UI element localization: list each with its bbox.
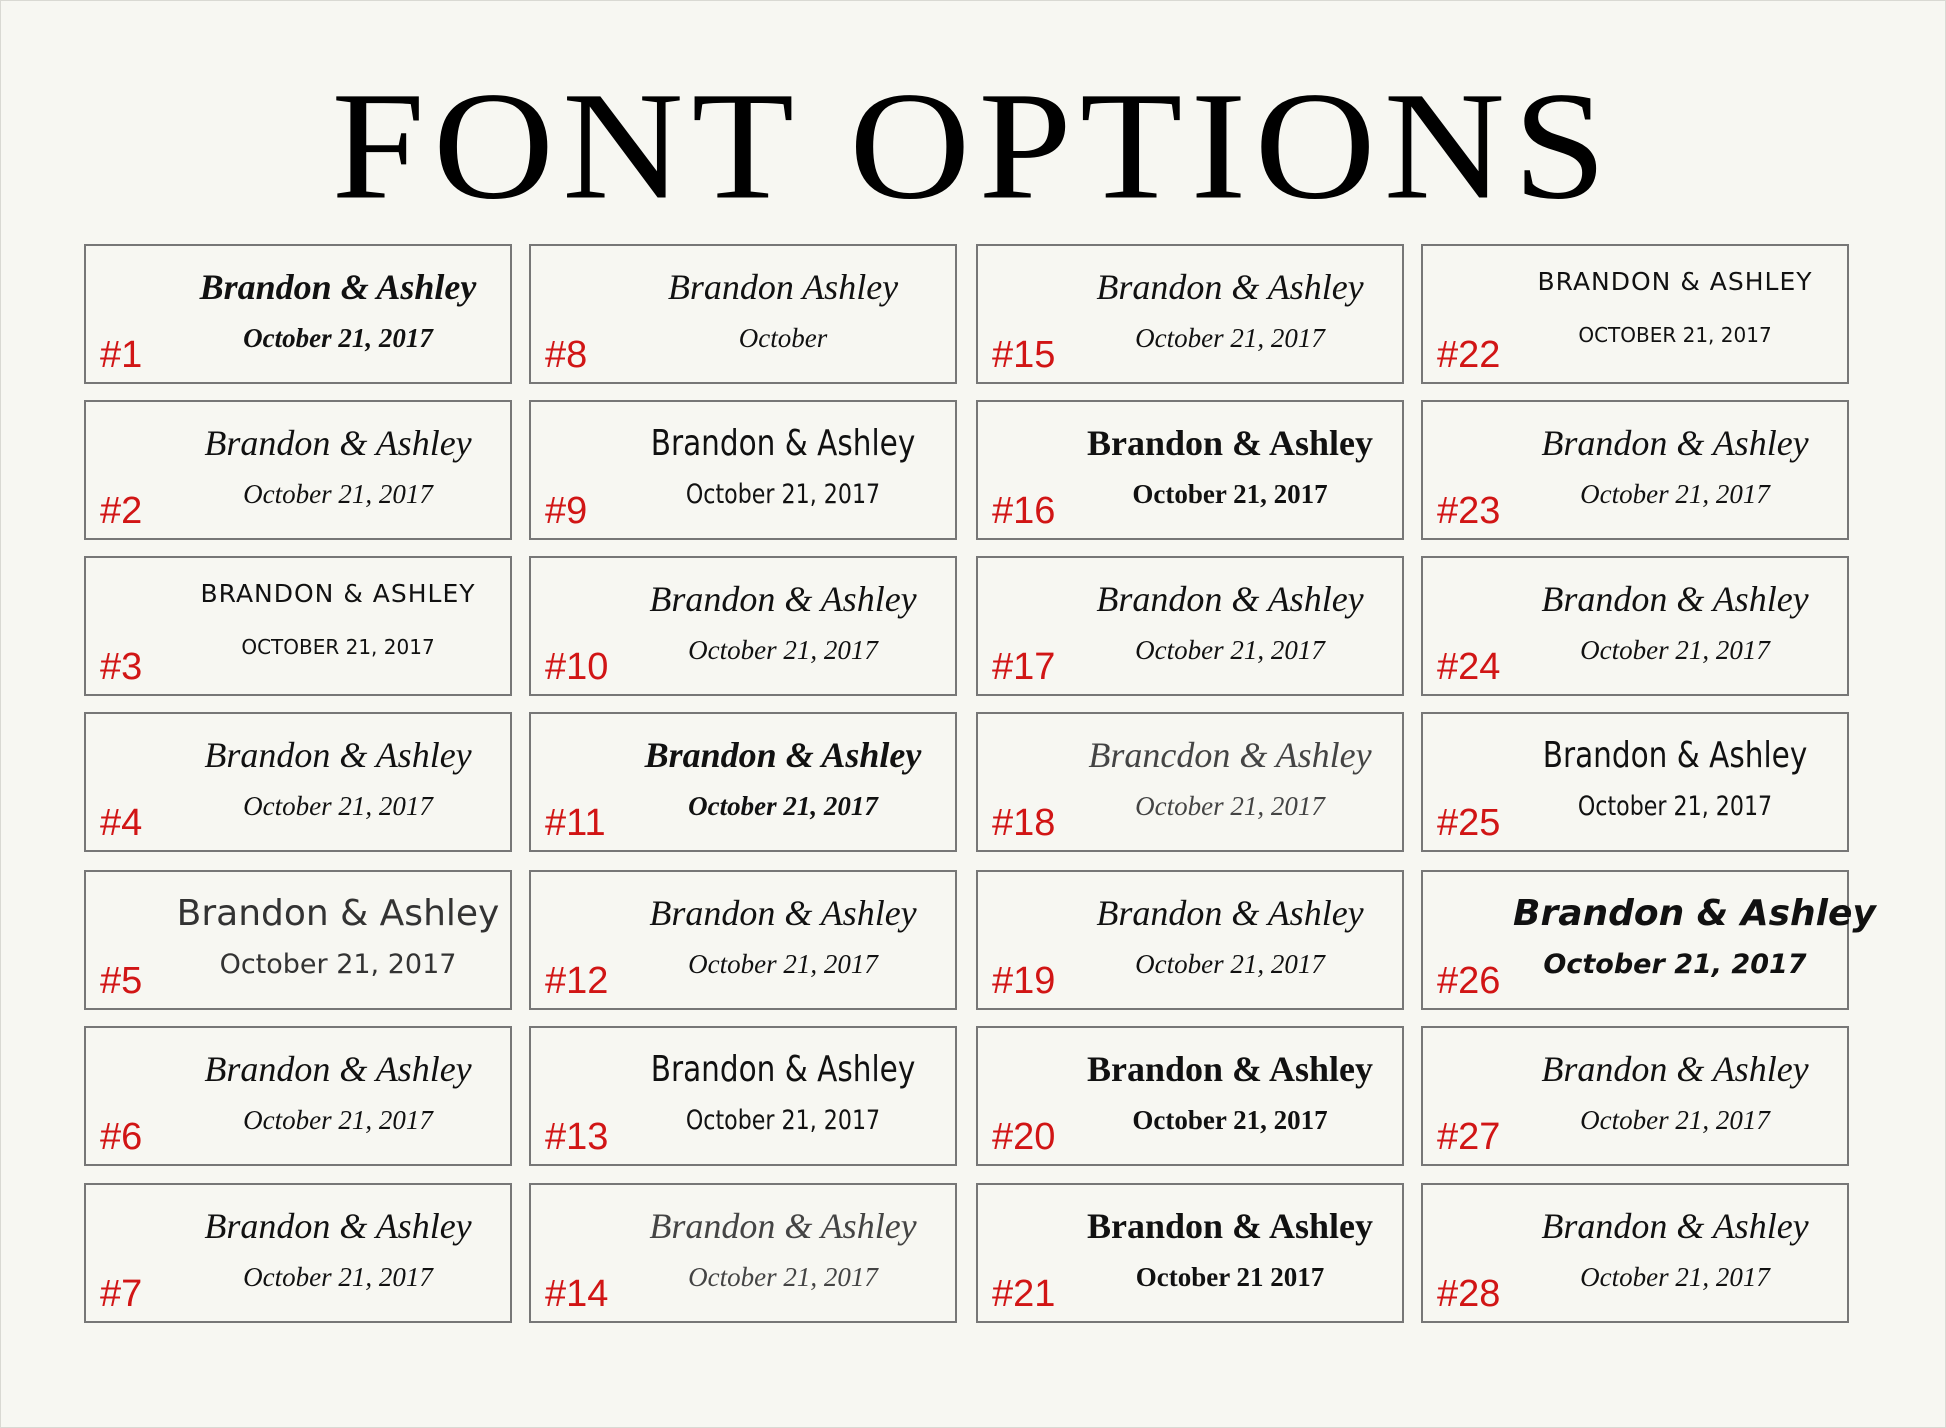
option-number: #14 [545, 1273, 609, 1315]
option-number: #20 [992, 1116, 1056, 1158]
font-option-card [529, 244, 957, 384]
event-date: October 21, 2017 [1135, 949, 1325, 979]
option-number: #16 [992, 490, 1056, 532]
option-number: #8 [545, 334, 588, 376]
font-option-card [84, 400, 512, 540]
event-date: October 21, 2017 [1577, 791, 1773, 822]
couple-names: Brandon & Ashley [650, 423, 916, 464]
event-date: October 21, 2017 [685, 1105, 881, 1136]
couple-names: Brandon & Ashley [1086, 1206, 1374, 1246]
option-number: #17 [992, 646, 1056, 688]
option-number: #15 [992, 334, 1056, 376]
couple-names: Brandon & Ashley [1096, 893, 1364, 933]
couple-names: Brandon & Ashley [204, 1049, 472, 1089]
event-date: October 21, 2017 [1580, 635, 1770, 665]
option-number: #23 [1437, 490, 1501, 532]
font-option-card [529, 1026, 957, 1166]
font-option-card [529, 1183, 957, 1323]
font-option-card [84, 1183, 512, 1323]
font-option-card [976, 556, 1404, 696]
font-option-card [529, 870, 957, 1010]
couple-names: Brandon & Ashley [1086, 1049, 1374, 1089]
font-option-card [1421, 400, 1849, 540]
event-date: OCTOBER 21, 2017 [241, 635, 435, 659]
event-date: October 21, 2017 [1135, 791, 1325, 821]
font-option-card [529, 556, 957, 696]
couple-names: Brandon & Ashley [1541, 1206, 1809, 1246]
event-date: October 21, 2017 [688, 949, 878, 979]
couple-names: Brandon & Ashley [1541, 1049, 1809, 1089]
option-number: #11 [545, 802, 606, 844]
option-number: #28 [1437, 1273, 1501, 1315]
couple-names: Brandon & Ashley [1096, 579, 1364, 619]
option-number: #2 [100, 490, 143, 532]
option-number: #6 [100, 1116, 143, 1158]
event-date: October 21 2017 [1135, 1262, 1325, 1292]
event-date: October 21, 2017 [688, 635, 878, 665]
event-date: October 21, 2017 [1132, 479, 1328, 509]
couple-names: BRANDON & ASHLEY [200, 579, 476, 608]
event-date: October 21, 2017 [1543, 949, 1807, 980]
font-option-card [1421, 244, 1849, 384]
option-number: #10 [545, 646, 609, 688]
couple-names: Brandon & Ashley [204, 735, 472, 775]
event-date: October 21, 2017 [688, 791, 878, 821]
event-date: October 21, 2017 [1132, 1105, 1328, 1135]
couple-names: Brandon & Ashley [1541, 423, 1809, 463]
couple-names: Brandon & Ashley [649, 1206, 917, 1246]
font-option-card [976, 400, 1404, 540]
option-number: #25 [1437, 802, 1501, 844]
option-number: #5 [100, 960, 143, 1002]
event-date: October 21, 2017 [243, 791, 433, 821]
couple-names: Brandon & Ashley [204, 423, 472, 463]
option-number: #18 [992, 802, 1056, 844]
option-number: #3 [100, 646, 143, 688]
option-number: #13 [545, 1116, 609, 1158]
couple-names: Brandon & Ashley [644, 735, 922, 775]
event-date: October 21, 2017 [1580, 1105, 1770, 1135]
event-date: October 21, 2017 [243, 479, 433, 509]
event-date: October 21, 2017 [685, 479, 881, 510]
option-number: #27 [1437, 1116, 1501, 1158]
event-date: October 21, 2017 [243, 323, 433, 353]
couple-names: Brandon & Ashley [649, 893, 917, 933]
couple-names: BRANDON & ASHLEY [1537, 267, 1813, 296]
event-date: October 21, 2017 [1580, 1262, 1770, 1292]
font-option-card [84, 1026, 512, 1166]
couple-names: Brandon Ashley [667, 267, 899, 307]
event-date: OCTOBER 21, 2017 [1578, 323, 1772, 347]
couple-names: Brandon & Ashley [199, 267, 477, 307]
couple-names: Brandon & Ashley [1096, 267, 1364, 307]
couple-names: Brandon & Ashley [1086, 423, 1374, 463]
couple-names: Brandon & Ashley [650, 1049, 916, 1090]
event-date: October 21, 2017 [243, 1262, 433, 1292]
font-option-card [1421, 1183, 1849, 1323]
option-number: #21 [992, 1273, 1056, 1315]
option-number: #4 [100, 802, 143, 844]
option-number: #12 [545, 960, 609, 1002]
option-number: #1 [100, 334, 143, 376]
font-option-card [84, 244, 512, 384]
font-option-card [976, 1183, 1404, 1323]
couple-names: Brancdon & Ashley [1088, 735, 1372, 775]
event-date: October 21, 2017 [1135, 635, 1325, 665]
font-option-card [1421, 1026, 1849, 1166]
page-title: FONT OPTIONS [331, 60, 1615, 232]
font-option-card [976, 1026, 1404, 1166]
event-date: October 21, 2017 [219, 949, 457, 980]
event-date: October [738, 323, 828, 353]
couple-names: Brandon & Ashley [649, 579, 917, 619]
option-number: #7 [100, 1273, 143, 1315]
font-option-card [1421, 870, 1876, 1010]
event-date: October 21, 2017 [688, 1262, 878, 1292]
event-date: October 21, 2017 [243, 1105, 433, 1135]
font-option-card [1421, 556, 1849, 696]
font-option-card [976, 712, 1404, 852]
option-number: #22 [1437, 334, 1501, 376]
font-option-card [84, 870, 512, 1010]
event-date: October 21, 2017 [1135, 323, 1325, 353]
option-number: #24 [1437, 646, 1501, 688]
event-date: October 21, 2017 [1580, 479, 1770, 509]
couple-names: Brandon & Ashley [1541, 579, 1809, 619]
couple-names: Brandon & Ashley [1513, 893, 1876, 934]
font-option-card [529, 400, 957, 540]
couple-names: Brandon & Ashley [1542, 735, 1808, 776]
font-option-card [84, 712, 512, 852]
font-option-card [84, 556, 512, 696]
couple-names: Brandon & Ashley [176, 893, 500, 934]
option-number: #19 [992, 960, 1056, 1002]
font-option-card [976, 244, 1404, 384]
font-option-card [529, 712, 957, 852]
couple-names: Brandon & Ashley [204, 1206, 472, 1246]
option-number: #9 [545, 490, 588, 532]
font-option-card [1421, 712, 1849, 852]
option-number: #26 [1437, 960, 1501, 1002]
font-option-card [976, 870, 1404, 1010]
